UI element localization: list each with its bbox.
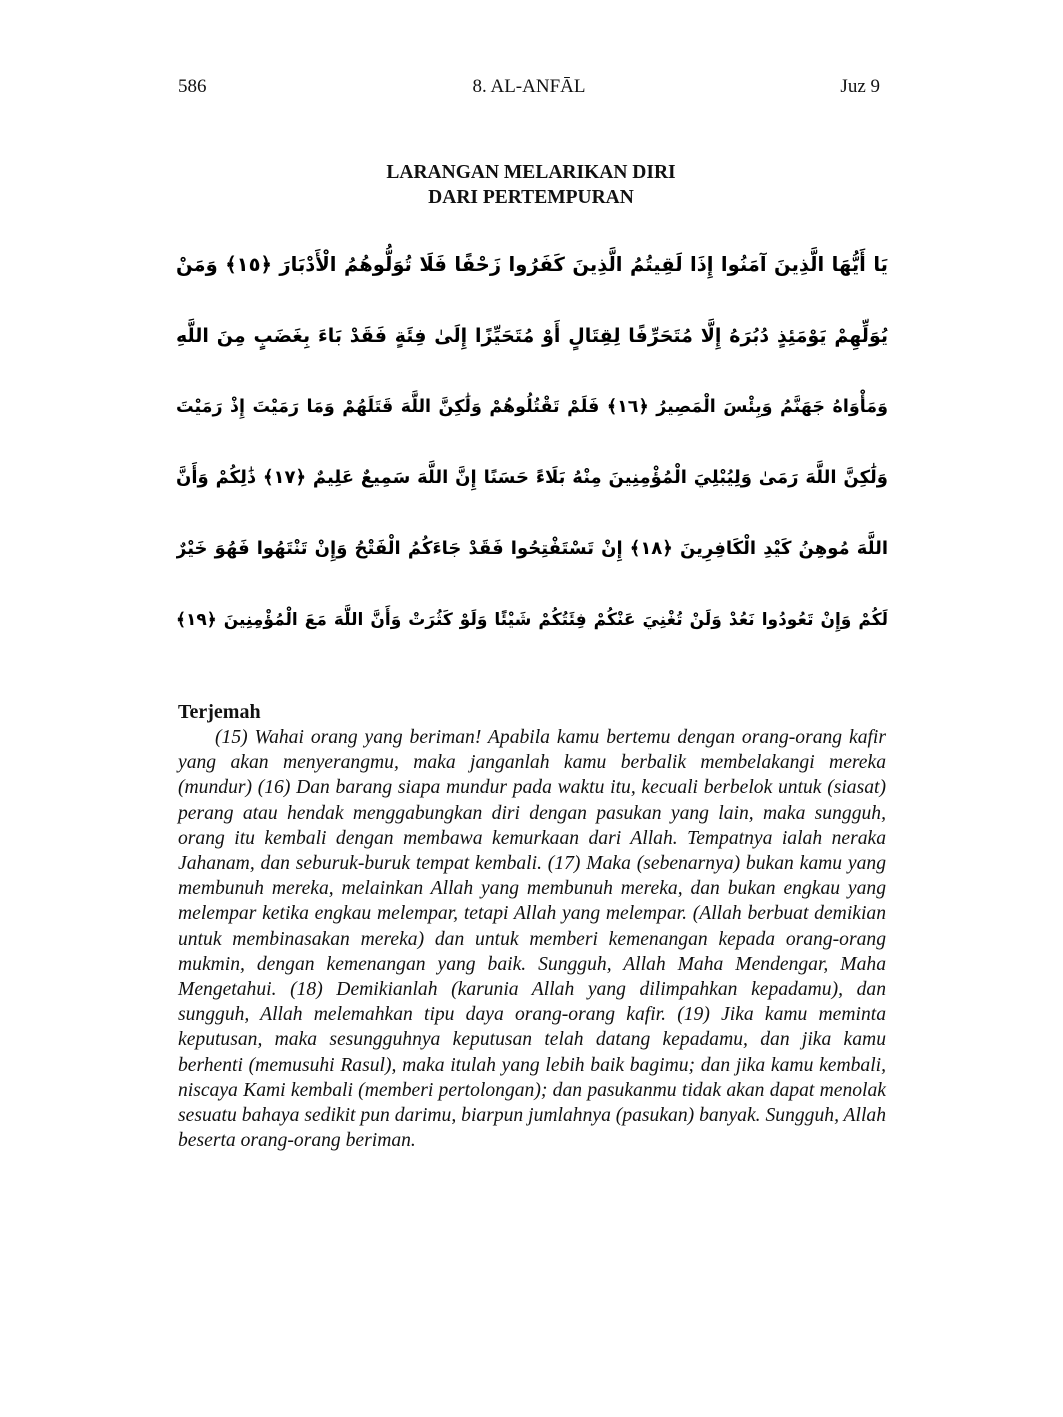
juz-label: Juz 9 bbox=[840, 76, 880, 97]
section-title-line-1: LARANGAN MELARIKAN DIRI bbox=[386, 162, 676, 183]
arabic-line-4: وَلَٰكِنَّ اللَّهَ رَمَىٰ وَلِيُبْلِيَ الْمُؤْمِنِينَ مِنْهُ بَلَاءً حَسَنًا إِنَّ اللَّهَ سَمِيعٌ عَلِيمٌ ﴿١٧﴾ ذَٰلِكُمْ وَأَنَّ bbox=[176, 467, 888, 488]
translation-body: (15) Wahai orang yang beriman! Apabila kamu bertemu dengan orang-orang kafir yang akan menyerangmu, maka janganlah kamu berbalik membelakangi mereka (mundur) (16) Dan barang siapa mundur pada waktu itu, kecuali berbelok untuk (siasat) perang atau hendak menggabungkan diri dengan pasukan yang lain, maka sungguh, orang itu kembali dengan membawa kemurkaan dari Allah. Tempatnya ialah neraka Jahanam, dan seburuk-buruk tempat kembali. (17) Maka (sebenarnya) bukan kamu yang membunuh mereka, melainkan Allah yang membunuh mereka, dan bukan engkau yang melempar ketika engkau melempar, tetapi Allah yang melempar. (Allah berbuat demikian untuk membinasakan mereka) dan untuk memberi kemenangan kepada orang-orang mukmin, dengan kemenangan yang baik. Sungguh, Allah Maha Mendengar, Maha Mengetahui. (18) Demikianlah (karunia Allah yang dilimpahkan kepadamu), dan sungguh, Allah melemahkan tipu daya orang-orang kafir. (19) Jika kamu meminta keputusan, maka sesungguhnya keputusan telah datang kepadamu, dan jika kamu berhenti (memusuhi Rasul), maka itulah yang lebih baik bagimu; dan jika kamu kembali, niscaya Kami kembali (memberi pertolongan); dan pasukanmu tidak akan dapat menolak sesuatu bahaya sedikit pun darimu, biarpun jumlahnya (pasukan) banyak. Sungguh, Allah beserta orang-orang beriman. bbox=[178, 727, 886, 1152]
page-number: 586 bbox=[178, 76, 207, 97]
translation-section bbox=[178, 700, 886, 1153]
section-title-line-2: DARI PERTEMPURAN bbox=[428, 187, 634, 208]
surah-name: 8. AL-ANFĀL bbox=[472, 76, 586, 97]
arabic-line-3: وَمَأْوَاهُ جَهَنَّمُ وَبِئْسَ الْمَصِيرُ ﴿١٦﴾ فَلَمْ تَقْتُلُوهُمْ وَلَٰكِنَّ اللَّهَ قَتَلَهُمْ وَمَا رَمَيْتَ إِذْ رَمَيْتَ bbox=[176, 397, 888, 417]
arabic-verses bbox=[176, 232, 888, 657]
arabic-line-1: يَا أَيُّهَا الَّذِينَ آمَنُوا إِذَا لَقِيتُمُ الَّذِينَ كَفَرُوا زَحْفًا فَلَا تُوَلُّوهُمُ الْأَدْبَارَ ﴿١٥﴾ وَمَنْ bbox=[176, 253, 888, 276]
translation-heading: Terjemah bbox=[178, 701, 261, 723]
page-header bbox=[178, 76, 880, 102]
arabic-line-5: اللَّهَ مُوهِنُ كَيْدِ الْكَافِرِينَ ﴿١٨﴾ إِنْ تَسْتَفْتِحُوا فَقَدْ جَاءَكُمُ الْفَتْحُ وَإِنْ تَنْتَهُوا فَهُوَ خَيْرٌ bbox=[176, 538, 888, 559]
arabic-line-2: يُوَلِّهِمْ يَوْمَئِذٍ دُبُرَهُ إِلَّا مُتَحَرِّفًا لِقِتَالٍ أَوْ مُتَحَيِّزًا إِلَىٰ فِئَةٍ فَقَدْ بَاءَ بِغَضَبٍ مِنَ اللَّهِ bbox=[176, 325, 888, 347]
arabic-line-6: لَكُمْ وَإِنْ تَعُودُوا نَعُدْ وَلَنْ تُغْنِيَ عَنْكُمْ فِئَتُكُمْ شَيْئًا وَلَوْ كَثُرَتْ وَأَنَّ اللَّهَ مَعَ الْمُؤْمِنِينَ ﴿١٩﴾ bbox=[176, 610, 888, 630]
section-title bbox=[178, 160, 884, 210]
